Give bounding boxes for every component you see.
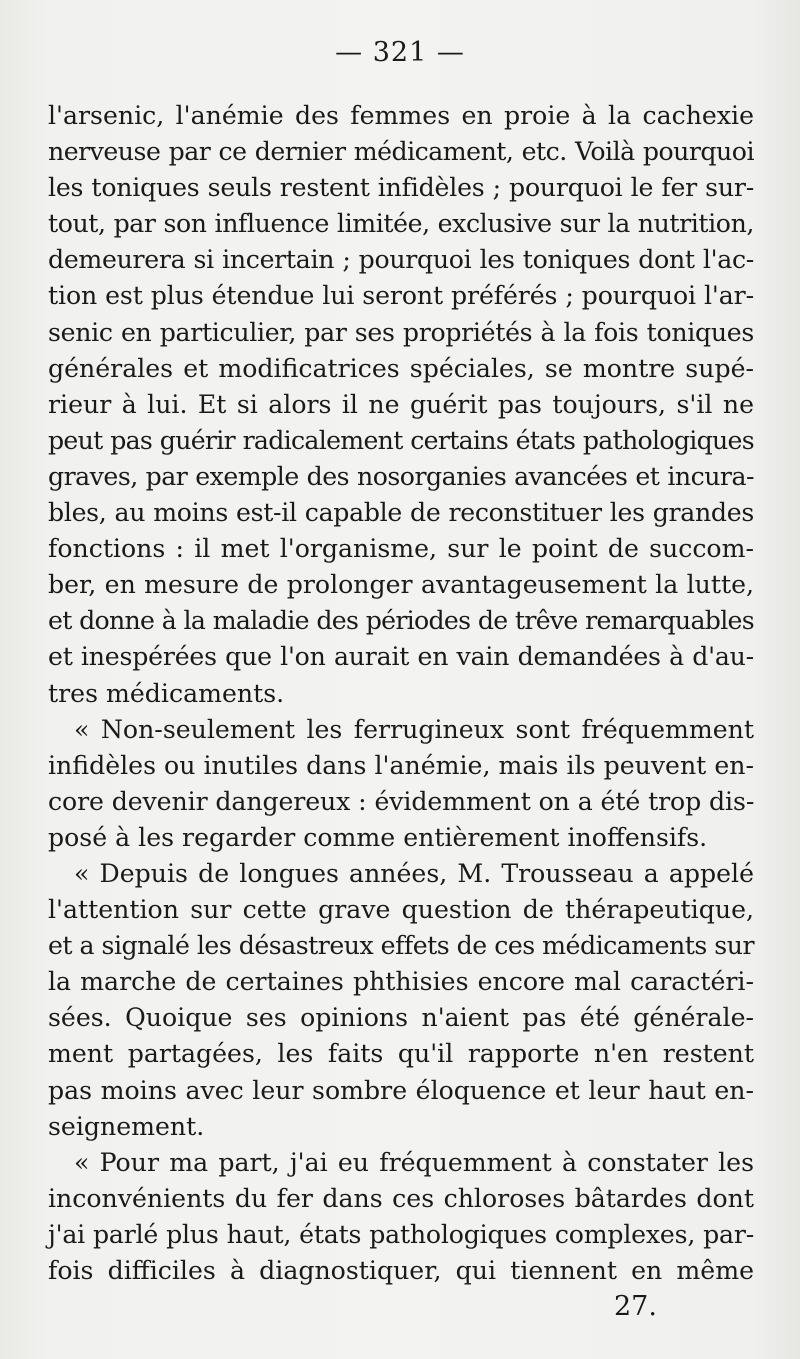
text-line: l'arsenic, l'anémie des femmes en proie à la cachexie [48,101,754,130]
text-line: infidèles ou inutiles dans l'anémie, mais ils peuvent en- [48,750,754,780]
text-line: « Non-seulement les ferrugineux sont fréquemment [74,714,754,744]
text-line: fois difficiles à diagnostiquer, qui tiennent en même [48,1256,754,1285]
text-line: bles, au moins est-il capable de reconstituer les grandes [48,498,754,528]
text-line: tout, par son influence limitée, exclusive sur la nutrition, [48,209,754,239]
text-line: la marche de certaines phthisies encore mal caractéri- [48,967,754,997]
text-line: ment partagées, les faits qu'il rapporte n'en restent [48,1039,754,1069]
text-line: core devenir dangereux : évidemment on a été trop dis- [48,786,755,816]
text-line: posé à les regarder comme entièrement inoffensifs. [48,822,708,852]
text-line: et a signalé les désastreux effets de ces médicaments sur [48,931,754,961]
text-line: rieur à lui. Et si alors il ne guérit pas toujours, s'il ne [48,389,754,419]
body-text [48,98,754,1289]
text-line: j'ai parlé plus haut, états pathologiques complexes, par- [48,1219,754,1249]
signature-mark: 27. [614,1291,657,1322]
text-line: inconvénients du fer dans ces chloroses bâtardes dont [48,1183,754,1213]
page-number-header: — 321 — [335,37,465,68]
text-line: ber, en mesure de prolonger avantageusement la lutte, [48,570,754,600]
text-line: senic en particulier, par ses propriétés à la fois toniques [48,317,754,347]
text-line: générales et modificatrices spéciales, se montre supé- [48,353,754,383]
text-line: pas moins avec leur sombre éloquence et leur haut en- [48,1075,754,1105]
text-line: graves, par exemple des nosorganies avancées et incura- [48,461,754,491]
text-line: et inespérées que l'on aurait en vain demandées à d'au- [48,642,754,672]
text-line: seignement. [48,1111,205,1141]
text-line: « Depuis de longues années, M. Trousseau a appelé [74,858,754,888]
text-line: tion est plus étendue lui seront préférés ; pourquoi l'ar- [48,281,754,311]
text-line: sées. Quoique ses opinions n'aient pas été générale- [48,1003,754,1033]
text-line: tres médicaments. [48,678,285,708]
text-line: nerveuse par ce dernier médicament, etc. Voilà pourquoi [48,137,754,167]
text-line: fonctions : il met l'organisme, sur le point de succom- [48,534,754,564]
text-line: « Pour ma part, j'ai eu fréquemment à constater les [74,1147,754,1177]
text-line: l'attention sur cette grave question de thérapeutique, [48,895,754,925]
text-line: les toniques seuls restent infidèles ; pourquoi le fer sur- [48,173,754,203]
text-line: peut pas guérir radicalement certains états pathologiques [48,425,754,455]
text-line: demeurera si incertain ; pourquoi les toniques dont l'ac- [48,245,754,275]
text-line: et donne à la maladie des périodes de trêve remarquables [48,606,754,636]
